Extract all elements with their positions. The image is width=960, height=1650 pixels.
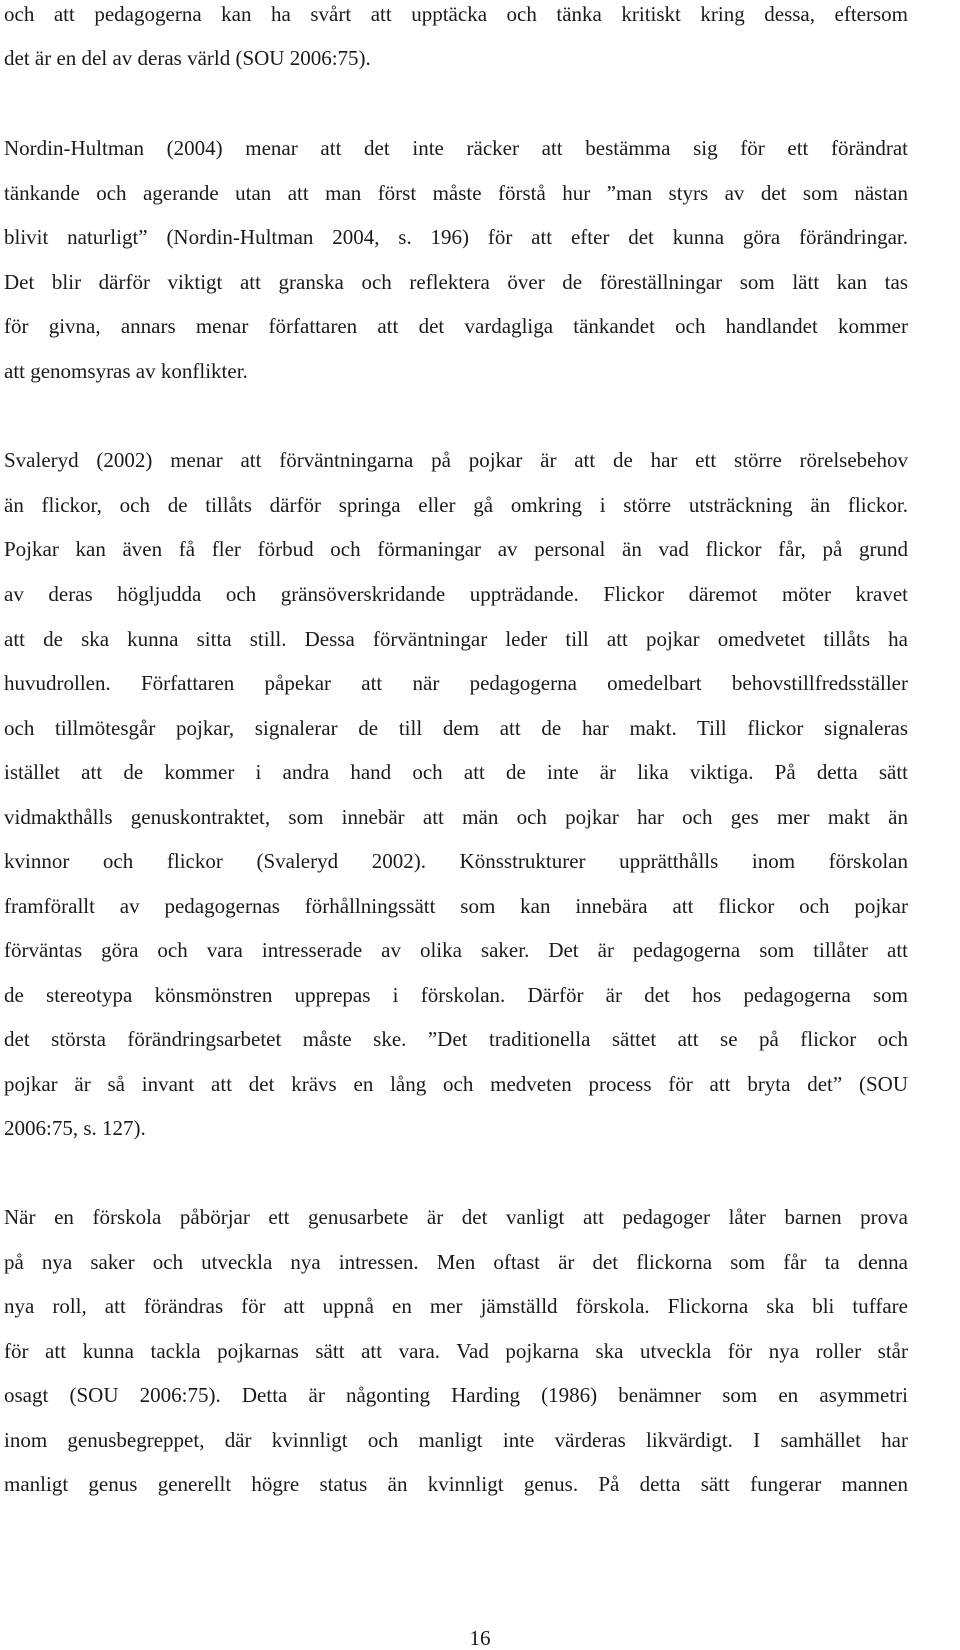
- body-text-line: kvinnor och flickor (Svaleryd 2002). Könsstrukturer upprätthålls inom förskolan: [4, 849, 908, 873]
- body-text-line: pojkar är så invant att det krävs en lång och medveten process för att bryta det” (SOU: [4, 1072, 908, 1096]
- body-text-line: 2006:75, s. 127).: [4, 1116, 146, 1140]
- body-text-line: osagt (SOU 2006:75). Detta är någonting Harding (1986) benämner som en asymmetri: [4, 1383, 908, 1407]
- body-text-line: blivit naturligt” (Nordin-Hultman 2004, s. 196) för att efter det kunna göra förändringar.: [4, 225, 908, 249]
- body-text-line: och tillmötesgår pojkar, signalerar de till dem att de har makt. Till flickor signaleras: [4, 716, 908, 740]
- body-text-line: att de ska kunna sitta still. Dessa förväntningar leder till att pojkar omedvetet tillåts ha: [4, 627, 908, 651]
- body-text-line: tänkande och agerande utan att man först måste förstå hur ”man styrs av det som nästan: [4, 181, 908, 205]
- body-text-line: Pojkar kan även få fler förbud och förmaningar av personal än vad flickor får, på grund: [4, 537, 908, 561]
- body-text-line: än flickor, och de tillåts därför springa eller gå omkring i större utsträckning än flickor.: [4, 493, 908, 517]
- body-text-line: inom genusbegreppet, där kvinnligt och manligt inte värderas likvärdigt. I samhället har: [4, 1428, 908, 1452]
- body-text-line: Nordin-Hultman (2004) menar att det inte räcker att bestämma sig för ett förändrat: [4, 136, 908, 160]
- body-text-line: manligt genus generellt högre status än kvinnligt genus. På detta sätt fungerar mannen: [4, 1472, 908, 1496]
- body-text-line: huvudrollen. Författaren påpekar att när pedagogerna omedelbart behovstillfredsställer: [4, 671, 908, 695]
- body-text-line: istället att de kommer i andra hand och att de inte är lika viktiga. På detta sätt: [4, 760, 908, 784]
- body-text-line: och att pedagogerna kan ha svårt att upptäcka och tänka kritiskt kring dessa, eftersom: [4, 2, 908, 26]
- body-text-line: Svaleryd (2002) menar att förväntningarna på pojkar är att de har ett större rörelsebehov: [4, 448, 908, 472]
- body-text-line: vidmakthålls genuskontraktet, som innebär att män och pojkar har och ges mer makt än: [4, 805, 908, 829]
- body-text-line: för att kunna tackla pojkarnas sätt att vara. Vad pojkarna ska utveckla för nya roller står: [4, 1339, 908, 1363]
- body-text-line: Det blir därför viktigt att granska och reflektera över de föreställningar som lätt kan tas: [4, 270, 908, 294]
- body-text-line: på nya saker och utveckla nya intressen. Men oftast är det flickorna som får ta denna: [4, 1250, 908, 1274]
- page-number: 16: [469, 1626, 491, 1650]
- body-text-line: nya roll, att förändras för att uppnå en mer jämställd förskola. Flickorna ska bli tuffare: [4, 1294, 908, 1318]
- body-text-line: det största förändringsarbetet måste ske. ”Det traditionella sättet att se på flickor och: [4, 1027, 908, 1051]
- body-text-line: det är en del av deras värld (SOU 2006:75).: [4, 46, 371, 70]
- body-text-line: för givna, annars menar författaren att det vardagliga tänkandet och handlandet kommer: [4, 314, 908, 338]
- body-text-line: framförallt av pedagogernas förhållningssätt som kan innebära att flickor och pojkar: [4, 894, 908, 918]
- body-text-line: att genomsyras av konflikter.: [4, 359, 248, 383]
- body-text-line: de stereotypa könsmönstren upprepas i förskolan. Därför är det hos pedagogerna som: [4, 983, 908, 1007]
- body-text-line: När en förskola påbörjar ett genusarbete är det vanligt att pedagoger låter barnen prova: [4, 1205, 908, 1229]
- body-text-line: förväntas göra och vara intresserade av olika saker. Det är pedagogerna som tillåter att: [4, 938, 908, 962]
- body-text-line: av deras högljudda och gränsöverskridande uppträdande. Flickor däremot möter kravet: [4, 582, 908, 606]
